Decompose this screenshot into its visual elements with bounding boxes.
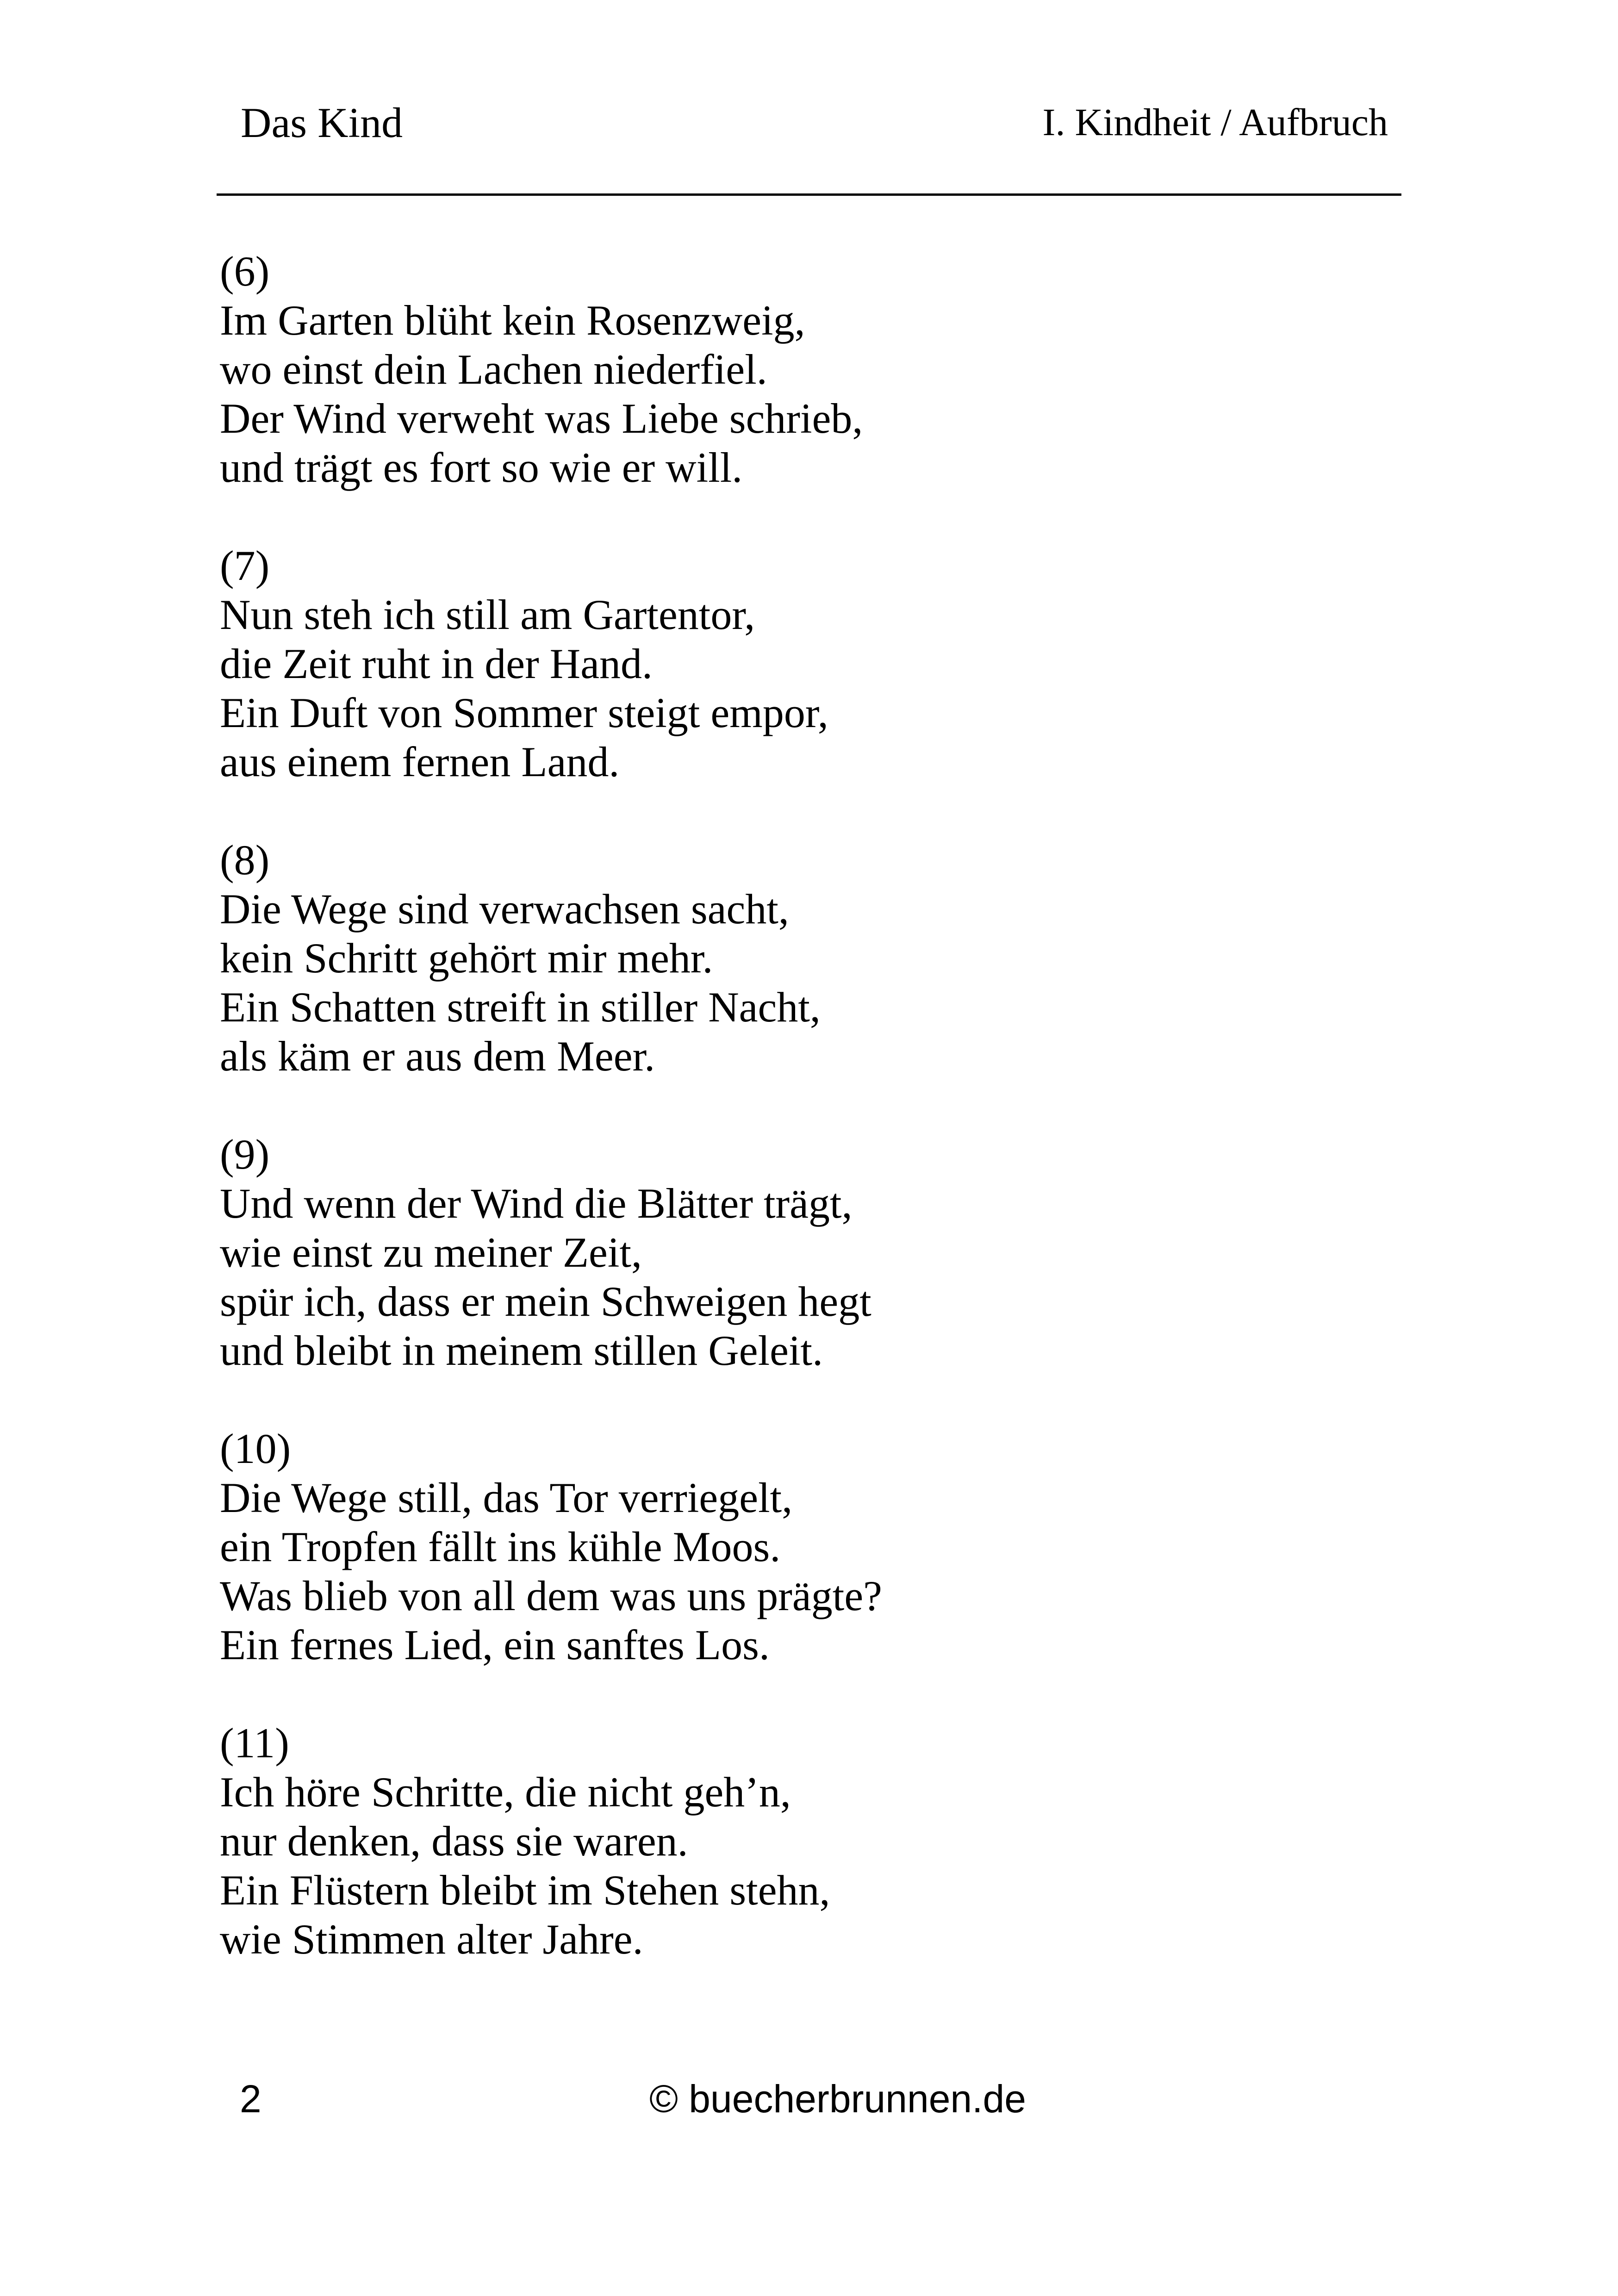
verse-line: Ein Schatten streift in stiller Nacht, [220,983,821,1031]
verse-line: spür ich, dass er mein Schweigen hegt [220,1278,871,1325]
stanza-number: (10) [220,1425,291,1472]
stanza-number: (7) [220,542,270,589]
page-number: 2 [240,2077,261,2121]
copyright-notice: © buecherbrunnen.de [649,2077,1026,2121]
verse-line: Ein Flüstern bleibt im Stehen stehn, [220,1867,830,1914]
verse-line: als käm er aus dem Meer. [220,1033,655,1080]
stanza [220,1718,1377,1964]
verse-line: Die Wege still, das Tor verriegelt, [220,1474,793,1521]
stanza [220,835,1377,1081]
stanza-number: (11) [220,1719,289,1767]
verse-line: Nun steh ich still am Gartentor, [220,591,755,638]
verse-line: nur denken, dass sie waren. [220,1817,688,1865]
verse-line: aus einem fernen Land. [220,738,620,785]
verse-line: wo einst dein Lachen niederfiel. [220,346,767,393]
stanza [220,247,1377,492]
verse-line: Und wenn der Wind die Blätter trägt, [220,1180,853,1227]
verse-line: und bleibt in meinem stillen Geleit. [220,1327,823,1374]
verse-line: Der Wind verweht was Liebe schrieb, [220,395,863,442]
stanza-number: (6) [220,248,270,295]
stanza-number: (8) [220,836,270,884]
verse-line: wie Stimmen alter Jahre. [220,1916,643,1963]
verse-line: kein Schritt gehört mir mehr. [220,934,713,982]
book-title: Das Kind [241,99,403,146]
verse-line: Ein fernes Lied, ein sanftes Los. [220,1621,770,1668]
verse-line: Ein Duft von Sommer steigt empor, [220,689,828,736]
verse-line: die Zeit ruht in der Hand. [220,640,653,687]
verse-line: Was blieb von all dem was uns prägte? [220,1572,882,1619]
verse-line: wie einst zu meiner Zeit, [220,1229,642,1276]
stanza [220,541,1377,786]
verse-line: und trägt es fort so wie er will. [220,444,743,491]
stanza [220,1424,1377,1669]
chapter-title: I. Kindheit / Aufbruch [1042,101,1388,144]
verse-line: Die Wege sind verwachsen sacht, [220,885,789,933]
stanza-number: (9) [220,1131,270,1178]
verse-line: Ich höre Schritte, die nicht geh’n, [220,1768,791,1816]
verse-line: ein Tropfen fällt ins kühle Moos. [220,1523,781,1570]
verse-line: Im Garten blüht kein Rosenzweig, [220,297,805,344]
header-divider [217,193,1401,196]
poem-body [220,247,1377,2013]
stanza [220,1130,1377,1375]
